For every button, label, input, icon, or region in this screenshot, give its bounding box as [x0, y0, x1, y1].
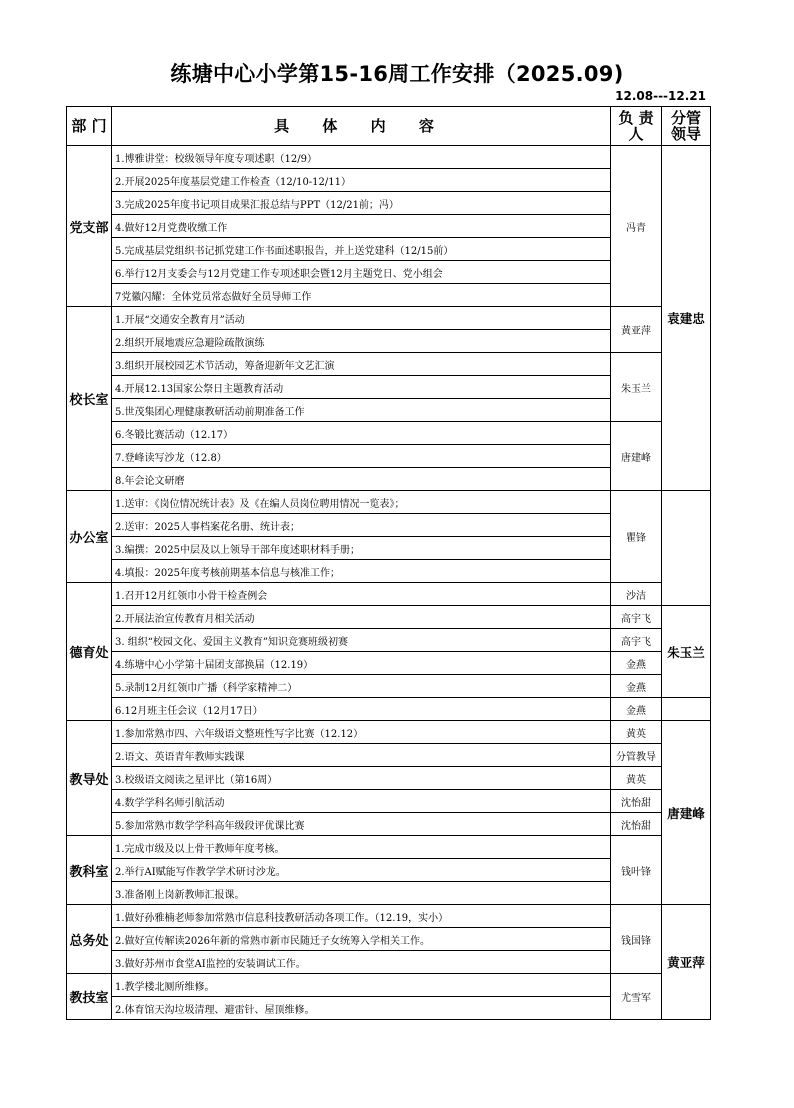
leader-blank-cell	[662, 491, 711, 606]
task-item: 4.做好12月党费收缴工作	[112, 215, 611, 238]
leader-2: 朱玉兰	[662, 606, 711, 698]
resp-moral: 沙洁	[611, 583, 662, 606]
header-resp: 负 责 人	[611, 107, 662, 146]
dept-research: 教科室	[67, 836, 112, 905]
header-lead: 分管 领导	[662, 107, 711, 146]
header-row	[67, 107, 711, 146]
task-item: 7.登峰读写沙龙（12.8）	[112, 445, 611, 468]
resp-research: 钱叶锋	[611, 836, 662, 905]
task-item: 2.举行AI赋能写作教学学术研讨沙龙。	[112, 859, 611, 882]
task-item: 4.填报：2025年度考核前期基本信息与核准工作；	[112, 560, 611, 583]
resp-moral: 金燕	[611, 652, 662, 675]
resp-teaching: 沈怡甜	[611, 813, 662, 836]
leader-blank-cell	[662, 698, 711, 721]
task-item: 2.体育馆天沟垃圾清理、避雷针、屋顶维修。	[112, 997, 611, 1020]
table-row	[67, 353, 711, 376]
dept-office: 办公室	[67, 491, 112, 583]
task-item: 2.开展2025年度基层党建工作检查（12/10-12/11）	[112, 169, 611, 192]
schedule-table	[66, 106, 711, 1020]
task-item: 3.准备刚上岗新教师汇报课。	[112, 882, 611, 905]
task-item: 3.校级语文阅读之星评比（第16周）	[112, 767, 611, 790]
table-row	[67, 629, 711, 652]
table-row	[67, 836, 711, 859]
resp-moral: 金燕	[611, 698, 662, 721]
dept-moral: 德育处	[67, 583, 112, 721]
resp-office: 瞿锋	[611, 491, 662, 583]
task-item: 3.编撰：2025中层及以上领导干部年度述职材料手册；	[112, 537, 611, 560]
task-item: 5.世茂集团心理健康教研活动前期准备工作	[112, 399, 611, 422]
task-item: 6.举行12月支委会与12月党建工作专项述职会暨12月主题党日、党小组会	[112, 261, 611, 284]
resp-teaching: 黄英	[611, 767, 662, 790]
table-row	[67, 606, 711, 629]
task-item: 3. 组织“校园文化、爱国主义教育”知识竞赛班级初赛	[112, 629, 611, 652]
table-row	[67, 652, 711, 675]
resp-moral: 高宇飞	[611, 629, 662, 652]
task-item: 4.开展12.13国家公祭日主题教育活动	[112, 376, 611, 399]
task-item: 1.教学楼北厕所维修。	[112, 974, 611, 997]
leader-4: 黄亚萍	[662, 905, 711, 1020]
leader-1: 袁建忠	[662, 146, 711, 491]
resp-principal-2: 朱玉兰	[611, 353, 662, 422]
resp-moral: 高宇飞	[611, 606, 662, 629]
leader-3: 唐建峰	[662, 721, 711, 905]
task-item: 4.数学学科名师引航活动	[112, 790, 611, 813]
task-item: 2.语文、英语青年教师实践课	[112, 744, 611, 767]
task-item: 2.组织开展地震应急避险疏散演练	[112, 330, 611, 353]
table-row	[67, 422, 711, 445]
task-item: 6.12月班主任会议（12月17日）	[112, 698, 611, 721]
resp-teaching: 沈怡甜	[611, 790, 662, 813]
task-item: 3.组织开展校园艺术节活动，筹备迎新年文艺汇演	[112, 353, 611, 376]
table-row	[67, 583, 711, 606]
dept-tech: 教技室	[67, 974, 112, 1020]
table-row	[67, 721, 711, 744]
task-item: 1.参加常熟市四、六年级语文整班性写字比赛（12.12）	[112, 721, 611, 744]
table-row	[67, 491, 711, 514]
task-item: 8.年会论文研磨	[112, 468, 611, 491]
header-content: 具 体 内 容	[112, 107, 611, 146]
resp-teaching: 分管教导	[611, 744, 662, 767]
task-item: 1.开展“交通安全教育月”活动	[112, 307, 611, 330]
table-row	[67, 675, 711, 698]
dept-principal: 校长室	[67, 307, 112, 491]
resp-general: 钱国锋	[611, 905, 662, 974]
task-item: 5.参加常熟市数学学科高年级段评优课比赛	[112, 813, 611, 836]
table-row	[67, 698, 711, 721]
task-item: 1.博雅讲堂：校级领导年度专项述职（12/9）	[112, 146, 611, 169]
resp-tech: 尤雪军	[611, 974, 662, 1020]
task-item: 4.练塘中心小学第十届团支部换届（12.19）	[112, 652, 611, 675]
task-item: 1.做好孙雅楠老师参加常熟市信息科技教研活动各项工作。（12.19，实小）	[112, 905, 611, 928]
page-title: 练塘中心小学第15-16周工作安排（2025.09)	[170, 62, 624, 86]
task-item: 6.冬锻比赛活动（12.17）	[112, 422, 611, 445]
task-item: 3.完成2025年度书记项目成果汇报总结与PPT（12/21前；冯）	[112, 192, 611, 215]
task-item: 7党徽闪耀：全体党员常态做好全员导师工作	[112, 284, 611, 307]
task-item: 3.做好苏州市食堂AI监控的安装调试工作。	[112, 951, 611, 974]
resp-moral: 金燕	[611, 675, 662, 698]
table-row	[67, 146, 711, 169]
task-item: 1.完成市级及以上骨干教师年度考核。	[112, 836, 611, 859]
resp-teaching: 黄英	[611, 721, 662, 744]
resp-principal-3: 唐建峰	[611, 422, 662, 491]
table-row	[67, 767, 711, 790]
table-row	[67, 307, 711, 330]
table-row	[67, 905, 711, 928]
task-item: 1.召开12月红领巾小骨干检查例会	[112, 583, 611, 606]
dept-general: 总务处	[67, 905, 112, 974]
task-item: 2.开展法治宣传教育月相关活动	[112, 606, 611, 629]
dept-party: 党支部	[67, 146, 112, 307]
dept-teaching: 教导处	[67, 721, 112, 836]
resp-principal-1: 黄亚萍	[611, 307, 662, 353]
table-row	[67, 974, 711, 997]
task-item: 2.送审：2025人事档案花名册、统计表；	[112, 514, 611, 537]
header-dept: 部 门	[67, 107, 112, 146]
table-row	[67, 813, 711, 836]
resp-party: 冯青	[611, 146, 662, 307]
table-row	[67, 744, 711, 767]
task-item: 5.录制12月红领巾广播（科学家精神二）	[112, 675, 611, 698]
task-item: 5.完成基层党组织书记抓党建工作书面述职报告，并上送党建科（12/15前）	[112, 238, 611, 261]
task-item: 2.做好宣传解读2026年新的常熟市新市民随迁子女统筹入学相关工作。	[112, 928, 611, 951]
task-item: 1.送审：《岗位情况统计表》及《在编人员岗位聘用情况一览表》；	[112, 491, 611, 514]
table-row	[67, 790, 711, 813]
date-range: 12.08---12.21	[615, 89, 706, 103]
